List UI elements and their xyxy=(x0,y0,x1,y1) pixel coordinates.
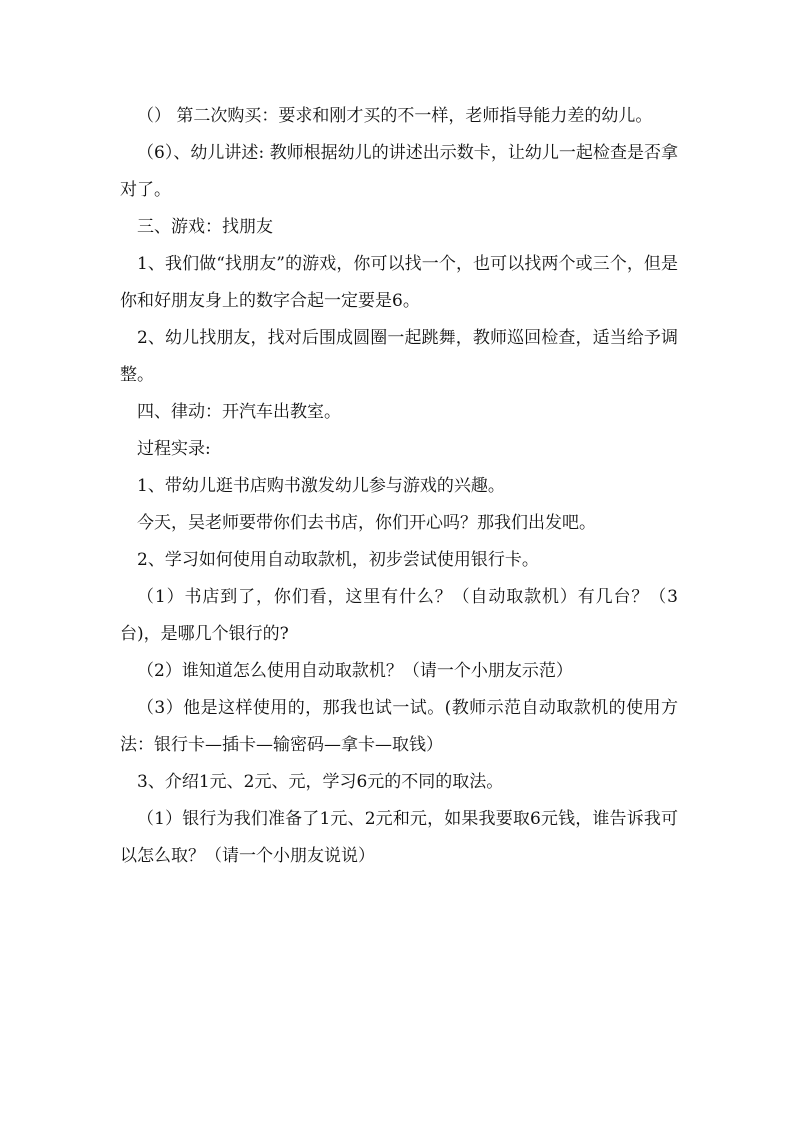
section-heading-process-record: 过程实录: xyxy=(137,439,211,459)
paragraph-atm-learning: 2、学习如何使用自动取款机，初步尝试使用银行卡。 xyxy=(137,550,539,570)
paragraph-atm-demo: （3）他是这样使用的，那我也试一试。(教师示范自动取款机的使用方法：银行卡—插卡—输密码—拿卡—取钱） xyxy=(120,698,678,755)
paragraph-six-yuan-question: （1）银行为我们准备了1元、2元和元，如果我要取6元钱，谁告诉我可以怎么取？（请一个小朋友说说） xyxy=(120,809,678,866)
paragraph-child-narration: （6）、幼儿讲述: 教师根据幼儿的讲述出示数卡，让幼儿一起检查是否拿对了。 xyxy=(120,143,678,200)
section-heading-rhythm: 四、律动：开汽车出教室。 xyxy=(137,402,341,422)
paragraph-second-purchase: （） 第二次购买：要求和刚才买的不一样，老师指导能力差的幼儿。 xyxy=(137,106,653,126)
paragraph-bookstore-intro: 1、带幼儿逛书店购书激发幼儿参与游戏的兴趣。 xyxy=(137,476,505,496)
paragraph-atm-who-knows: （2）谁知道怎么使用自动取款机？（请一个小朋友示范） xyxy=(137,661,573,681)
paragraph-atm-question: （1）书店到了，你们看，这里有什么？（自动取款机）有几台？（3台)，是哪几个银行的? xyxy=(120,587,678,644)
section-heading-game: 三、游戏：找朋友 xyxy=(137,217,273,237)
paragraph-teacher-speech: 今天，吴老师要带你们去书店，你们开心吗？那我们出发吧。 xyxy=(137,513,596,533)
paragraph-find-friends: 2、幼儿找朋友，找对后围成圆圈一起跳舞，教师巡回检查，适当给予调整。 xyxy=(120,328,678,385)
paragraph-currency-intro: 3、介绍1元、2元、元，学习6元的不同的取法。 xyxy=(137,772,504,792)
document-body xyxy=(120,98,678,875)
paragraph-game-rules: 1、我们做“找朋友”的游戏，你可以找一个，也可以找两个或三个，但是你和好朋友身上的数字合起一定要是6。 xyxy=(120,254,678,311)
